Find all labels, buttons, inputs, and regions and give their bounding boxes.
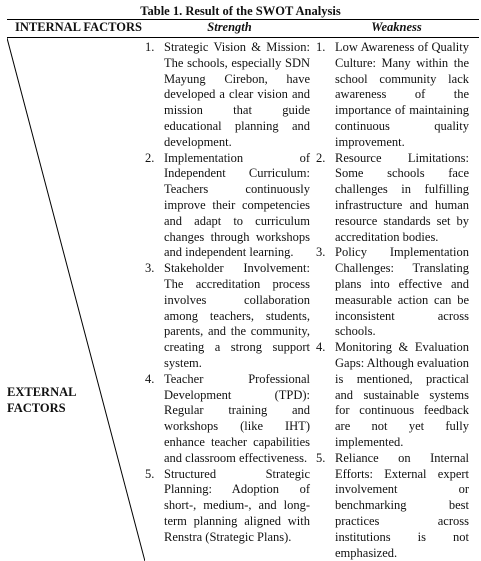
item-text: Low Awareness of Quality Culture: Many within the school community lack awareness of the importance of maintaining continuous quality improvement. — [335, 40, 469, 151]
item-text: Monitoring & Evaluation Gaps: Although evaluation is mentioned, practical and sustainable systems for continuous feedback are not yet fully implemented. — [335, 340, 469, 451]
strength-item — [145, 467, 310, 546]
strength-item — [145, 261, 310, 372]
item-number: 2. — [316, 151, 335, 246]
table-caption: Table 1. Result of the SWOT Analysis — [0, 4, 481, 18]
item-text: Resource Limitations: Some schools face challenges in fulfilling infrastructure and human resource standards set by accreditation bodies. — [335, 151, 469, 246]
strength-item — [145, 372, 310, 467]
weakness-item — [316, 245, 469, 340]
item-text: Structured Strategic Planning: Adoption of short-, medium-, and long-term planning aligned with Renstra (Strategic Plans). — [164, 467, 310, 546]
strength-item — [145, 151, 310, 262]
body-row — [7, 38, 479, 561]
strength-column — [145, 38, 314, 561]
item-number: 1. — [145, 40, 164, 151]
item-number: 5. — [145, 467, 164, 546]
item-text: Reliance on Internal Efforts: External expert involvement or benchmarking best practices across institutions is not emphasized. — [335, 451, 469, 561]
header-row — [7, 20, 479, 38]
weakness-item — [316, 451, 469, 561]
internal-factors-header: INTERNAL FACTORS — [7, 20, 145, 38]
weakness-list — [316, 40, 469, 561]
weakness-header: Weakness — [314, 20, 479, 38]
external-label-line1: EXTERNAL — [7, 385, 76, 401]
item-text: Stakeholder Involvement: The accreditation process involves collaboration among teachers, students, parents, and the community, creating a strong support system. — [164, 261, 310, 372]
strength-list — [145, 40, 310, 546]
weakness-item — [316, 340, 469, 451]
item-number: 1. — [316, 40, 335, 151]
weakness-item — [316, 151, 469, 246]
strength-item — [145, 40, 310, 151]
item-number: 5. — [316, 451, 335, 561]
strength-header: Strength — [145, 20, 314, 38]
weakness-item — [316, 40, 469, 151]
item-number: 4. — [145, 372, 164, 467]
item-text: Teacher Professional Development (TPD): Regular training and workshops (like IHT) enhance teacher capabilities and classroom effectiveness. — [164, 372, 310, 467]
item-text: Policy Implementation Challenges: Translating plans into effective and measurable action can be inconsistent across schools. — [335, 245, 469, 340]
external-factors-label — [7, 385, 76, 417]
swot-table — [7, 19, 479, 561]
diagonal-line — [7, 38, 145, 561]
diagonal-cell — [7, 38, 145, 561]
weakness-column — [314, 38, 479, 561]
item-number: 4. — [316, 340, 335, 451]
item-text: Implementation of Independent Curriculum: Teachers continuously improve their competencies and adapt to curriculum changes through workshops and independent learning. — [164, 151, 310, 262]
item-number: 3. — [145, 261, 164, 372]
item-number: 3. — [316, 245, 335, 340]
item-number: 2. — [145, 151, 164, 262]
item-text: Strategic Vision & Mission: The schools, especially SDN Mayung Cirebon, have developed a clear vision and mission that guide educational planning and development. — [164, 40, 310, 151]
external-label-line2: FACTORS — [7, 401, 76, 417]
